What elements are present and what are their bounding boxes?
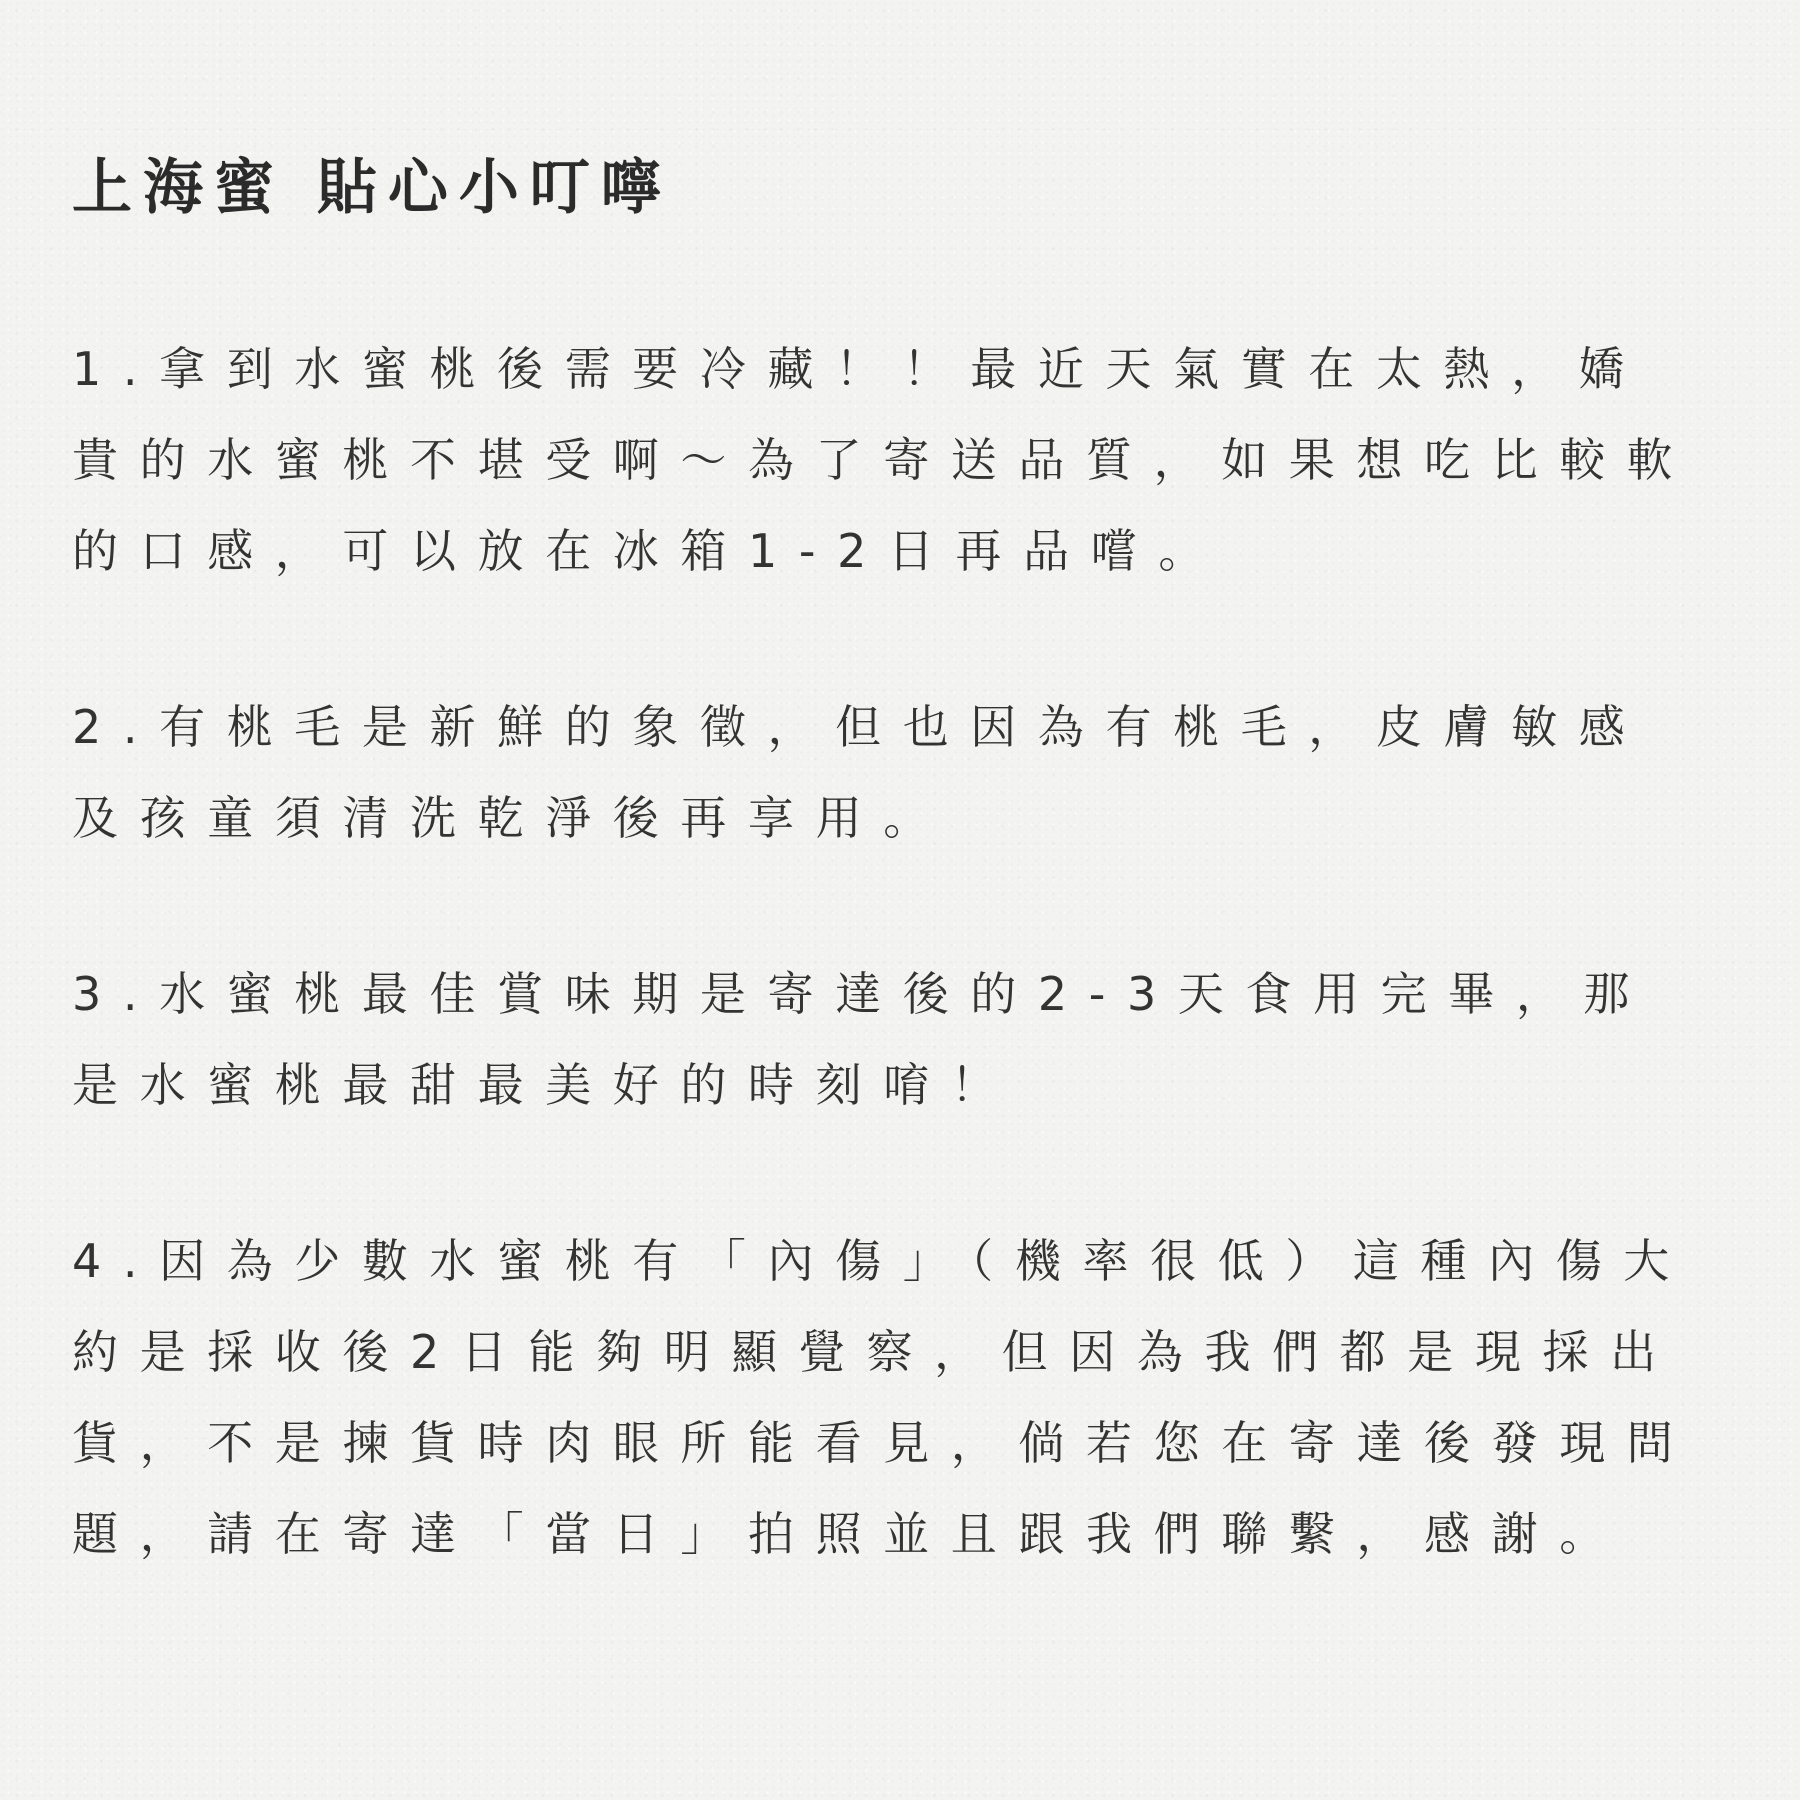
- notice-item-1: 1.拿到水蜜桃後需要冷藏！！最近天氣實在太熱，嬌貴的水蜜桃不堪受啊～為了寄送品質，如果想吃比較軟的口感，可以放在冰箱1-2日再品嚐。: [72, 342, 1695, 578]
- notice-item-4: 4.因為少數水蜜桃有「內傷」（機率很低）這種內傷大約是採收後2日能夠明顯覺察，但因為我們都是現採出貨，不是揀貨時肉眼所能看見，倘若您在寄達後發現問題，請在寄達「當日」拍照並且跟我們聯繫，感謝。: [72, 1234, 1695, 1561]
- page-title: 上海蜜 貼心小叮嚀: [72, 153, 672, 223]
- notice-list: [72, 324, 1702, 1580]
- notice-item-3: 3.水蜜桃最佳賞味期是寄達後的2-3天食用完畢，那是水蜜桃最甜最美好的時刻唷！: [72, 967, 1652, 1112]
- notice-item-2: 2.有桃毛是新鮮的象徵，但也因為有桃毛，皮膚敏感及孩童須清洗乾淨後再享用。: [72, 700, 1647, 845]
